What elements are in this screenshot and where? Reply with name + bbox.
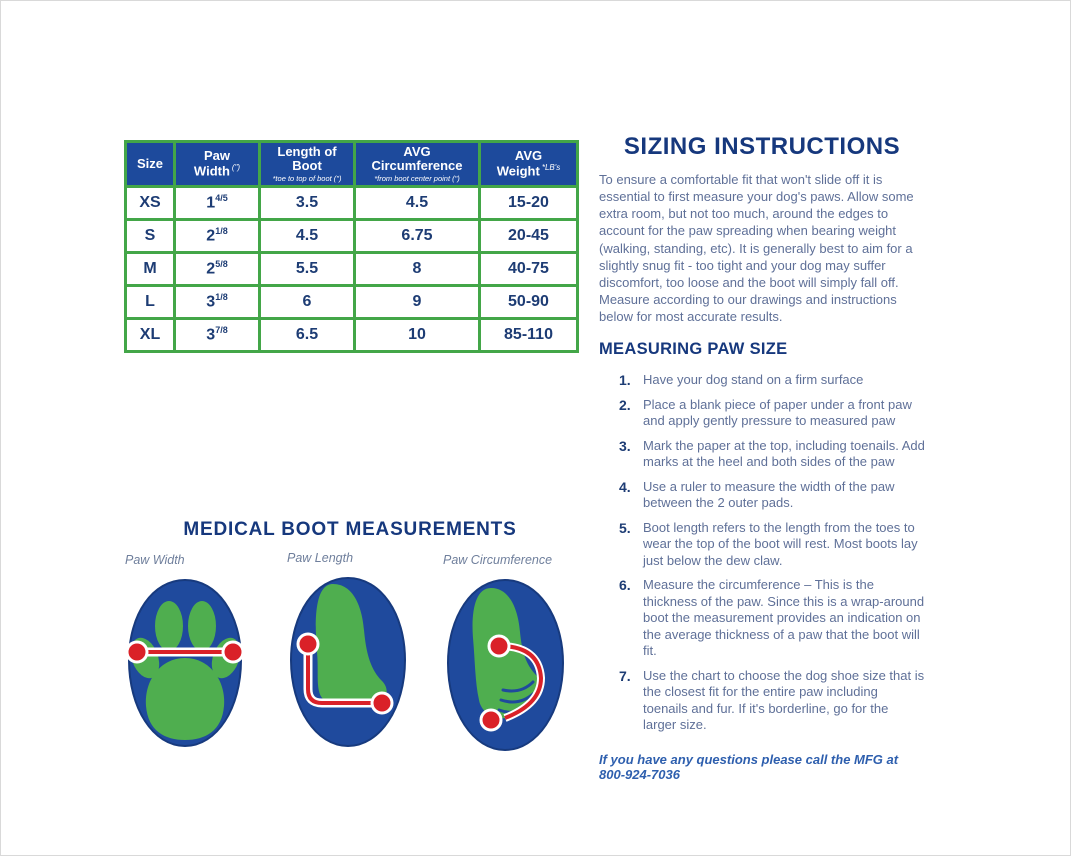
cell-boot-length: 4.5	[260, 219, 355, 252]
step-item-3	[619, 438, 925, 471]
step-number: 1.	[619, 372, 631, 389]
cell-paw-width	[175, 252, 260, 285]
header-paw-width-unit: (")	[231, 162, 241, 172]
cell-boot-length: 6	[260, 285, 355, 318]
paw-width-fraction: 1/8	[215, 226, 228, 237]
cell-paw-width	[175, 285, 260, 318]
step-number: 4.	[619, 478, 631, 495]
cell-paw-width	[175, 318, 260, 351]
step-number: 7.	[619, 667, 631, 684]
cell-circumference: 4.5	[355, 186, 480, 219]
paw-width-fraction: 1/8	[215, 292, 228, 303]
cell-size: M	[126, 252, 175, 285]
step-text: Mark the paper at the top, including toenails. Add marks at the heel and both sides of the paw	[643, 437, 925, 470]
table-row-m	[126, 252, 578, 285]
header-size-label: Size	[136, 155, 163, 171]
sizing-table	[124, 140, 579, 353]
cell-paw-width	[175, 219, 260, 252]
header-circumference	[355, 142, 480, 187]
step-number: 6.	[619, 577, 631, 594]
paw-circumference-diagram	[439, 553, 579, 756]
header-avg-weight	[480, 142, 578, 187]
paw-length-label: Paw Length	[287, 551, 354, 565]
paw-width-fraction: 5/8	[215, 259, 228, 270]
paw-width-whole: 3	[206, 326, 216, 344]
paw-length-diagram	[283, 551, 423, 752]
cell-size: S	[126, 219, 175, 252]
cell-size: XL	[126, 318, 175, 351]
cell-size: XS	[126, 186, 175, 219]
cell-circumference: 9	[355, 285, 480, 318]
cell-weight: 50-90	[480, 285, 578, 318]
step-text: Measure the circumference – This is the thickness of the paw. Since this is a wrap-around boot the measurement provides an indication on the average thickness of a paw that the boot will fit.	[643, 577, 925, 659]
paw-circumference-label: Paw Circumference	[443, 553, 553, 567]
cell-weight: 40-75	[480, 252, 578, 285]
sizing-instructions-title: SIZING INSTRUCTIONS	[623, 133, 901, 160]
header-circumference-note: *from boot center point (")	[374, 173, 460, 183]
cell-weight: 15-20	[480, 186, 578, 219]
cell-weight: 85-110	[480, 318, 578, 351]
header-circumference-label: AVG Circumference	[371, 144, 463, 174]
cell-paw-width	[175, 186, 260, 219]
table-header-row	[126, 142, 578, 187]
step-item-5	[619, 520, 925, 570]
step-item-4	[619, 479, 925, 512]
step-number: 3.	[619, 437, 631, 454]
header-boot-length	[260, 142, 355, 187]
header-boot-length-label: Length of Boot	[277, 144, 337, 174]
header-avg-weight-unit: *LB's	[541, 162, 561, 172]
header-paw-width	[175, 142, 260, 187]
paw-circumference-illustration	[439, 574, 571, 756]
paw-width-fraction: 7/8	[215, 325, 228, 336]
header-avg-weight-label: AVG Weight	[496, 148, 543, 179]
table-row-l	[126, 285, 578, 318]
step-text: Use a ruler to measure the width of the paw between the 2 outer pads.	[643, 478, 895, 511]
measuring-paw-size-heading: MEASURING PAW SIZE	[599, 340, 788, 359]
step-number: 5.	[619, 519, 631, 536]
step-text: Boot length refers to the length from the toes to wear the top of the boot will rest. Most boots lay just below the dew claw.	[643, 519, 918, 568]
header-boot-length-note: *toe to top of boot (")	[272, 173, 342, 183]
paw-width-whole: 1	[206, 194, 216, 212]
cell-circumference: 6.75	[355, 219, 480, 252]
sizing-instructions-section	[599, 133, 925, 782]
step-item-6	[619, 577, 925, 660]
paw-width-fraction: 4/5	[215, 193, 228, 204]
measuring-steps-list	[599, 372, 925, 734]
header-size	[126, 142, 175, 187]
step-number: 2.	[619, 396, 631, 413]
cell-weight: 20-45	[480, 219, 578, 252]
paw-width-label: Paw Width	[125, 553, 185, 567]
paw-width-whole: 2	[206, 227, 216, 245]
mfg-phone-note: If you have any questions please call the MFG at 800-924-7036	[599, 751, 899, 782]
paw-width-diagram	[121, 553, 261, 752]
step-text: Use the chart to choose the dog shoe size that is the closest fit for the entire paw including toenails and fur. If it's borderline, go for the larger size.	[643, 667, 925, 733]
cell-circumference: 8	[355, 252, 480, 285]
step-text: Place a blank piece of paper under a front paw and apply gently pressure to measured paw	[643, 396, 912, 429]
sizing-intro-paragraph: To ensure a comfortable fit that won't slide off it is essential to first measure your dog's paws. Allow some extra room, but not too much, around the edges to account for the paw spreading when bearing weight (walking, standing, etc). It is generally best to aim for a slightly snug fit - too tight and your dog may suffer discomfort, too loose and the boot will simply fall off. Measure according to our drawings and instructions below for most accurate results.	[599, 172, 914, 325]
cell-circumference: 10	[355, 318, 480, 351]
step-item-1	[619, 372, 925, 389]
step-text: Have your dog stand on a firm surface	[643, 372, 864, 388]
cell-boot-length: 3.5	[260, 186, 355, 219]
table-row-s	[126, 219, 578, 252]
paw-length-illustration	[283, 572, 413, 752]
table-row-xl	[126, 318, 578, 351]
paw-width-whole: 2	[206, 260, 216, 278]
paw-width-whole: 3	[206, 293, 216, 311]
step-item-2	[619, 397, 925, 430]
cell-size: L	[126, 285, 175, 318]
header-paw-width-label: Paw Width	[193, 148, 230, 179]
cell-boot-length: 6.5	[260, 318, 355, 351]
paw-width-illustration	[121, 574, 249, 752]
medical-boot-measurements-title: MEDICAL BOOT MEASUREMENTS	[183, 519, 517, 540]
step-item-7	[619, 668, 925, 734]
cell-boot-length: 5.5	[260, 252, 355, 285]
table-row-xs	[126, 186, 578, 219]
